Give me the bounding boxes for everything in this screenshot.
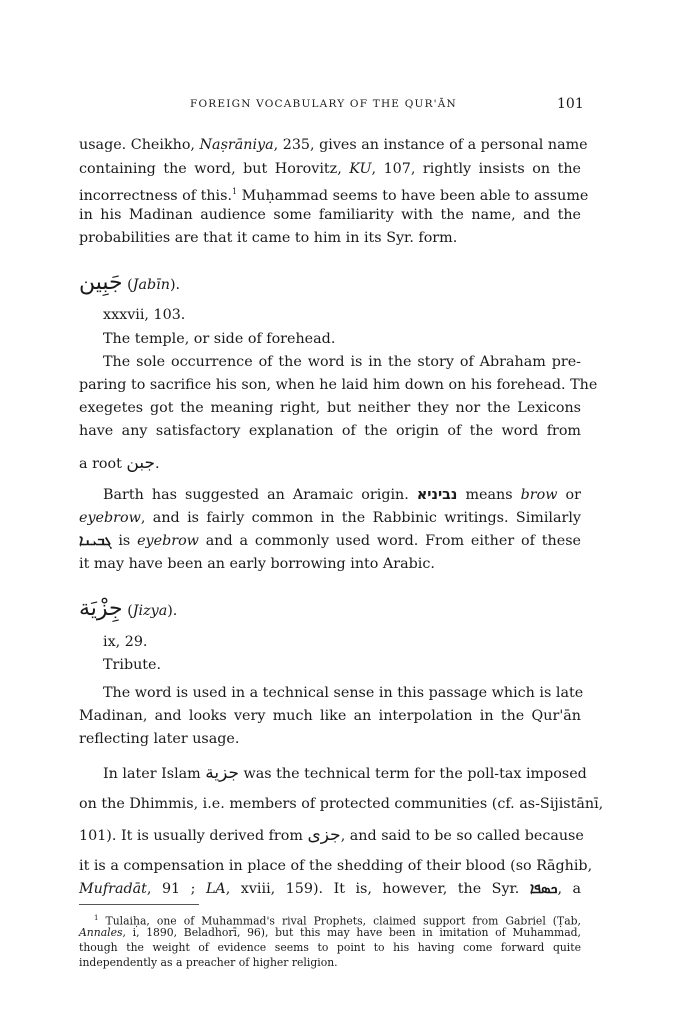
text-line: it is a compensation in place of the shedding of their blood (so Rāghib, — [79, 858, 593, 874]
text-line: have any satisfactory explanation of the origin of the word from — [79, 423, 581, 439]
footnote-line: independently as a preacher of higher religion. — [79, 956, 338, 969]
text-line: in his Madinan audience some familiarity with the name, and the — [79, 207, 581, 223]
text-line: exegetes got the meaning right, but neither they nor the Lexicons — [79, 400, 581, 416]
footnote-line: $^1$ Tulaiḥa, one of Muhammad's rival Prophets, claimed support from Gabriel (Ṭab, — [94, 914, 581, 928]
entry-headword: جِزْيَة (Jizya). — [79, 596, 178, 621]
text-line: Barth has suggested an Aramaic origin. נביניא means brow or — [103, 487, 581, 503]
text-line: it may have been an early borrowing into Arabic. — [79, 556, 435, 572]
surah-reference: ix, 29. — [103, 634, 148, 650]
text-line: usage. Cheikho, Naṣrāniya, 235, gives an instance of a personal name — [79, 137, 588, 153]
text-line: a root جبن. — [79, 453, 160, 473]
surah-reference: xxxvii, 103. — [103, 307, 186, 323]
text-line: The sole occurrence of the word is in the story of Abraham pre- — [103, 354, 581, 370]
text-line: on the Dhimmis, i.e. members of protected communities (cf. as-Sijistānī, — [79, 796, 604, 812]
running-header: FOREIGN VOCABULARY OF THE QUR'ĀN — [190, 98, 457, 110]
syriac-word: ܓܒܝܢܐ — [79, 533, 112, 549]
text-line: The word is used in a technical sense in this passage which is late — [103, 685, 584, 701]
transliteration: Jabīn — [132, 277, 170, 293]
footnote-line: though the weight of evidence seems to point to his having come forward quite — [79, 941, 581, 954]
text-line: Madinan, and looks very much like an interpolation in the Qur'ān — [79, 708, 581, 724]
text-line: reflecting later usage. — [79, 731, 240, 747]
entry-headword: جَبِين (Jabīn). — [79, 270, 181, 295]
text-line: paring to sacrifice his son, when he laid him down on his forehead. The — [79, 377, 598, 393]
text-line: containing the word, but Horovitz, KU, 107, rightly insists on the — [79, 161, 581, 177]
transliteration: Jizya — [132, 603, 168, 619]
text-line: probabilities are that it came to him in its Syr. form. — [79, 230, 458, 246]
text-line: In later Islam جزية was the technical term for the poll-tax imposed — [103, 763, 587, 783]
text-line: eyebrow, and is fairly common in the Rabbinic writings. Similarly — [79, 510, 581, 526]
footnote-line: Annales, i, 1890, Beladhorī, 96), but this may have been in imitation of Muhammad, — [79, 926, 581, 939]
footnote-rule — [79, 904, 199, 905]
text-line: Mufradāt, 91 ; LA, xviii, 159). It is, however, the Syr. ܟܣܦܐ, a — [79, 881, 581, 897]
syriac-word: ܟܣܦܐ — [529, 881, 558, 897]
text-line: 101). It is usually derived from جزى, and said to be so called because — [79, 825, 584, 845]
footnote-ref: 1 — [232, 187, 238, 196]
text-line: ܓܒܝܢܐ is eyebrow and a commonly used word. From either of these — [79, 533, 581, 549]
page-number: 101 — [557, 96, 584, 112]
meaning: The temple, or side of forehead. — [103, 331, 336, 347]
arabic-headword: جِزْيَة — [79, 596, 123, 621]
text-line: incorrectness of this.$^1$ Muḥammad seems to have been able to assume — [79, 187, 589, 204]
hebrew-word: נביניא — [416, 487, 458, 503]
meaning: Tribute. — [103, 657, 162, 673]
arabic-headword: جَبِين — [79, 270, 123, 295]
